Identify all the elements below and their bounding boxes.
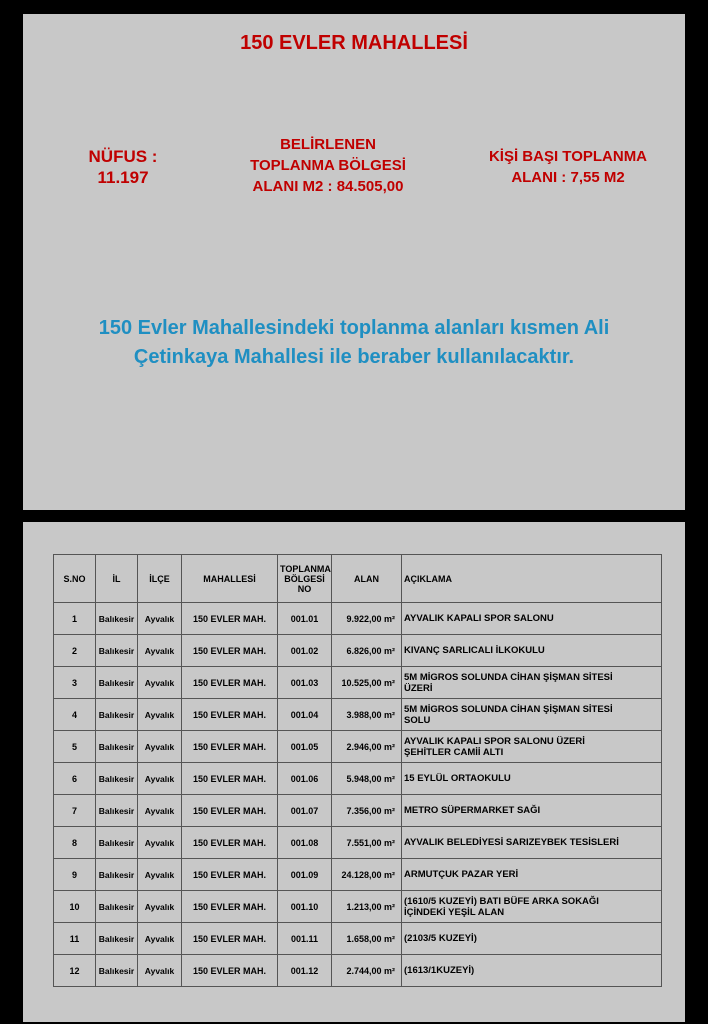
row-aciklama (402, 731, 662, 763)
row-aciklama (402, 635, 662, 667)
row-mahalle: 150 EVLER MAH. (182, 667, 278, 699)
row-aciklama-line: KIVANÇ SARLICALI İLKOKULU (404, 645, 545, 656)
table-row (54, 667, 662, 699)
assembly-area-line2: TOPLANMA BÖLGESİ (250, 157, 406, 174)
table-row (54, 891, 662, 923)
row-ilce: Ayvalık (138, 635, 182, 667)
population-stat (73, 146, 173, 188)
row-sno: 6 (54, 763, 96, 795)
page-title: 150 EVLER MAHALLESİ (240, 32, 468, 54)
population-label: NÜFUS : (88, 147, 158, 166)
row-bolge-no: 001.01 (278, 603, 332, 635)
table-row (54, 603, 662, 635)
row-mahalle: 150 EVLER MAH. (182, 603, 278, 635)
info-note (43, 314, 665, 372)
table-row (54, 923, 662, 955)
row-aciklama (402, 667, 662, 699)
row-aciklama (402, 859, 662, 891)
table-row (54, 763, 662, 795)
row-aciklama (402, 795, 662, 827)
header-bolge-line1: TOPLANMA (280, 563, 331, 574)
row-aciklama-line: 5M MİGROS SOLUNDA CİHAN ŞİŞMAN SİTESİ (404, 671, 613, 683)
table-body (54, 603, 662, 987)
row-bolge-no: 001.09 (278, 859, 332, 891)
summary-slide (23, 14, 685, 510)
row-bolge-no: 001.02 (278, 635, 332, 667)
per-person-line2: ALANI : 7,55 M2 (511, 169, 625, 186)
row-alan: 1.213,00 m² (332, 891, 402, 923)
row-aciklama-line: 5M MİGROS SOLUNDA CİHAN ŞİŞMAN SİTESİ (404, 703, 613, 715)
header-alan: ALAN (332, 555, 402, 603)
row-aciklama (402, 923, 662, 955)
row-aciklama (402, 827, 662, 859)
row-ilce: Ayvalık (138, 827, 182, 859)
row-il: Balıkesir (96, 699, 138, 731)
per-person-line1: KİŞİ BAŞI TOPLANMA (488, 148, 648, 165)
header-bolge-no (278, 555, 332, 603)
row-bolge-no: 001.07 (278, 795, 332, 827)
row-il: Balıkesir (96, 827, 138, 859)
row-aciklama (402, 763, 662, 795)
row-aciklama (402, 891, 662, 923)
row-aciklama-line: SOLU (404, 714, 431, 726)
table-header-row (54, 555, 662, 603)
row-aciklama-line: METRO SÜPERMARKET SAĞI (404, 805, 541, 816)
row-mahalle: 150 EVLER MAH. (182, 827, 278, 859)
row-aciklama-line: ÜZERİ (404, 682, 433, 694)
row-il: Balıkesir (96, 635, 138, 667)
population-value: 11.197 (97, 168, 149, 187)
row-sno: 2 (54, 635, 96, 667)
row-alan: 7.356,00 m² (332, 795, 402, 827)
row-mahalle: 150 EVLER MAH. (182, 699, 278, 731)
row-ilce: Ayvalık (138, 699, 182, 731)
info-note-line2: Çetinkaya Mahallesi ile beraber kullanılacaktır. (133, 346, 575, 368)
row-il: Balıkesir (96, 955, 138, 987)
row-bolge-no: 001.06 (278, 763, 332, 795)
row-alan: 24.128,00 m² (332, 859, 402, 891)
table-slide (23, 522, 685, 1022)
row-bolge-no: 001.10 (278, 891, 332, 923)
row-sno: 12 (54, 955, 96, 987)
table-row (54, 795, 662, 827)
header-bolge-line2: BÖLGESİ (284, 573, 325, 584)
table-row (54, 827, 662, 859)
header-il: İL (96, 555, 138, 603)
row-alan: 2.946,00 m² (332, 731, 402, 763)
row-mahalle: 150 EVLER MAH. (182, 955, 278, 987)
row-il: Balıkesir (96, 795, 138, 827)
row-aciklama (402, 603, 662, 635)
table-row (54, 635, 662, 667)
row-sno: 11 (54, 923, 96, 955)
row-alan: 1.658,00 m² (332, 923, 402, 955)
row-alan: 2.744,00 m² (332, 955, 402, 987)
row-ilce: Ayvalık (138, 795, 182, 827)
row-il: Balıkesir (96, 891, 138, 923)
row-sno: 10 (54, 891, 96, 923)
row-bolge-no: 001.05 (278, 731, 332, 763)
row-mahalle: 150 EVLER MAH. (182, 923, 278, 955)
row-aciklama-line: 15 EYLÜL ORTAOKULU (404, 773, 511, 784)
row-sno: 3 (54, 667, 96, 699)
table-row (54, 859, 662, 891)
row-ilce: Ayvalık (138, 891, 182, 923)
per-person-area-stat (473, 146, 663, 188)
row-ilce: Ayvalık (138, 603, 182, 635)
row-aciklama-line: ARMUTÇUK PAZAR YERİ (404, 869, 519, 880)
row-sno: 8 (54, 827, 96, 859)
row-ilce: Ayvalık (138, 923, 182, 955)
row-alan: 9.922,00 m² (332, 603, 402, 635)
row-bolge-no: 001.03 (278, 667, 332, 699)
row-bolge-no: 001.04 (278, 699, 332, 731)
table-row (54, 699, 662, 731)
row-alan: 7.551,00 m² (332, 827, 402, 859)
header-sno: S.NO (54, 555, 96, 603)
row-mahalle: 150 EVLER MAH. (182, 795, 278, 827)
row-ilce: Ayvalık (138, 859, 182, 891)
row-bolge-no: 001.12 (278, 955, 332, 987)
row-aciklama-line: İÇİNDEKİ YEŞİL ALAN (404, 906, 505, 918)
row-sno: 4 (54, 699, 96, 731)
row-aciklama (402, 699, 662, 731)
header-bolge-line3: NO (297, 583, 312, 594)
row-mahalle: 150 EVLER MAH. (182, 763, 278, 795)
row-ilce: Ayvalık (138, 731, 182, 763)
row-ilce: Ayvalık (138, 667, 182, 699)
row-mahalle: 150 EVLER MAH. (182, 731, 278, 763)
table-row (54, 955, 662, 987)
row-mahalle: 150 EVLER MAH. (182, 859, 278, 891)
assembly-area-line1: BELİRLENEN (280, 136, 376, 153)
row-sno: 1 (54, 603, 96, 635)
assembly-areas-table (53, 554, 662, 987)
row-bolge-no: 001.11 (278, 923, 332, 955)
row-alan: 5.948,00 m² (332, 763, 402, 795)
assembly-area-stat (233, 134, 423, 197)
info-note-line1: 150 Evler Mahallesindeki toplanma alanları kısmen Ali (98, 317, 610, 339)
header-aciklama: AÇIKLAMA (402, 555, 662, 603)
row-il: Balıkesir (96, 923, 138, 955)
row-aciklama-line: (1613/1KUZEYİ) (404, 965, 475, 976)
row-il: Balıkesir (96, 859, 138, 891)
row-bolge-no: 001.08 (278, 827, 332, 859)
row-aciklama-line: (1610/5 KUZEYİ) BATI BÜFE ARKA SOKAĞI (404, 895, 599, 907)
row-sno: 5 (54, 731, 96, 763)
row-aciklama-line: (2103/5 KUZEYİ) (404, 933, 477, 944)
row-aciklama-line: AYVALIK BELEDİYESİ SARIZEYBEK TESİSLERİ (404, 837, 619, 848)
row-ilce: Ayvalık (138, 763, 182, 795)
header-mahalle: MAHALLESİ (182, 555, 278, 603)
row-sno: 9 (54, 859, 96, 891)
row-ilce: Ayvalık (138, 955, 182, 987)
row-il: Balıkesir (96, 603, 138, 635)
assembly-area-line3: ALANI M2 : 84.505,00 (252, 178, 404, 195)
row-alan: 3.988,00 m² (332, 699, 402, 731)
row-mahalle: 150 EVLER MAH. (182, 891, 278, 923)
row-alan: 10.525,00 m² (332, 667, 402, 699)
header-ilce: İLÇE (138, 555, 182, 603)
row-il: Balıkesir (96, 667, 138, 699)
row-mahalle: 150 EVLER MAH. (182, 635, 278, 667)
table-row (54, 731, 662, 763)
row-alan: 6.826,00 m² (332, 635, 402, 667)
row-aciklama-line: ŞEHİTLER CAMİİ ALTI (404, 746, 504, 758)
row-aciklama (402, 955, 662, 987)
row-aciklama-line: AYVALIK KAPALI SPOR SALONU ÜZERİ (404, 735, 585, 747)
row-il: Balıkesir (96, 731, 138, 763)
row-sno: 7 (54, 795, 96, 827)
row-aciklama-line: AYVALIK KAPALI SPOR SALONU (404, 613, 554, 624)
row-il: Balıkesir (96, 763, 138, 795)
